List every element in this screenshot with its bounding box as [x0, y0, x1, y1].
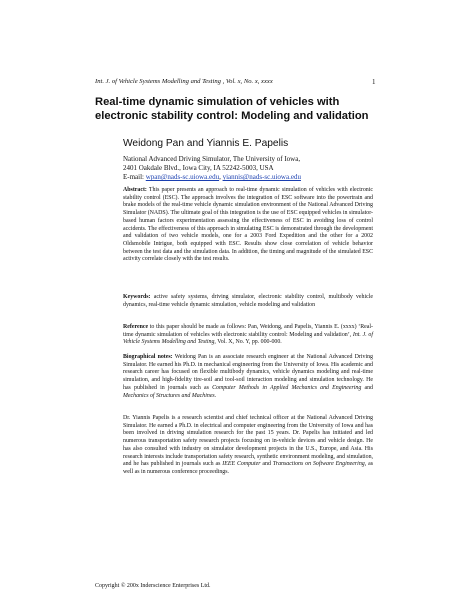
affiliation-line-1: National Advanced Driving Simulator, The University of Iowa,: [123, 155, 301, 163]
bio-papelis-journal-2: Transactions on Software Engineering: [272, 461, 365, 468]
author-names: Weidong Pan and Yiannis E. Papelis: [123, 138, 289, 149]
email-separator: ,: [219, 173, 223, 182]
paper-title: Real-time dynamic simulation of vehicles with electronic stability control: Modeling and validation: [95, 96, 369, 122]
reference-text: to this paper should be made as follows: Pan, Weidong, and Papelis, Yiannis E. (xxxx) ‘Real-time dynamic simulation of vehicles with electronic stability control: Modeling and validation’,: [123, 324, 373, 338]
bio-pan-journal-1: Computer Methods in Applied Mechanics and Engineering: [212, 384, 362, 391]
bio-pan-journal-2: Mechanics of Structures and Machines: [123, 392, 215, 399]
keywords-label: Keywords:: [123, 294, 151, 300]
abstract-paragraph: [123, 187, 373, 264]
bio-papelis-paragraph: [123, 415, 373, 477]
bio-papelis-journal-1: IEEE Computer: [222, 461, 261, 468]
keywords-paragraph: [123, 294, 373, 309]
reference-label: Reference: [123, 324, 149, 330]
reference-journal: Int. J. of Vehicle Systems Modelling and Testing: [123, 331, 373, 346]
email-link-papelis[interactable]: yiannis@nads-sc.uiowa.edu: [222, 173, 301, 182]
reference-volume: , Vol. X, No. Y, pp. 000-000.: [214, 339, 282, 346]
email-label: E-mail:: [123, 173, 146, 182]
email-line: [123, 173, 393, 182]
bio-pan-end: .: [214, 392, 217, 399]
bio-papelis-end: , as well as in numerous conference proceedings.: [123, 461, 373, 475]
bio-pan-and: and: [361, 384, 373, 391]
abstract-label: Abstract:: [123, 187, 147, 193]
bio-papelis-text: Dr. Yiannis Papelis is a research scientist and chief technical officer at the National Advanced Driving Simulator. He earned a Ph.D. in electrical and computer engineering from the University of Iowa and has been involved in driving simulation research for the past 15 years. Dr. Papelis has initiated and led numerous transportation safety research projects focusing on in-vehicle devices and vehicle design. He has also consulted with industry on simulator development projects in the U.S., Europe, and Asia. His research interests include transportation safety research, synthetic environment modeling, and simulation, and he has published in journals such as: [123, 415, 373, 468]
journal-header: Int. J. of Vehicle Systems Modelling and Testing , Vol. x, No. x, xxxx: [95, 78, 273, 85]
copyright-notice: Copyright © 200x Inderscience Enterprises Ltd.: [95, 583, 211, 589]
keywords-text: active safety systems, driving simulator, electronic stability control, multibody vehicle dynamics, real-time vehicle dynamic simulation, vehicle modeling and validation: [123, 294, 373, 308]
page-number: 1: [372, 78, 376, 86]
reference-paragraph: [123, 324, 373, 347]
affiliation-block: [123, 155, 393, 183]
bio-pan-text: Weidong Pan is an associate research engineer at the National Advanced Driving Simulator. He earned his Ph.D. in mechanical engineering from the University of Iowa. His academic and research career has focused on flexible multibody dynamics, vehicle dynamics modeling and real-time simulation, and high-fidelity tire-soil and tool-soil interaction modeling and simulation technology. He has published in journals such as: [123, 354, 373, 391]
bio-papelis-and: and: [260, 461, 273, 468]
email-link-pan[interactable]: wpan@nads-sc.uiowa.edu: [145, 173, 220, 182]
bio-pan-paragraph: [123, 354, 373, 400]
affiliation-line-2: 2401 Oakdale Blvd., Iowa City, IA 52242-5003, USA: [123, 164, 274, 173]
bio-label: Biographical notes:: [123, 354, 173, 360]
abstract-text: This paper presents an approach to real-time dynamic simulation of vehicles with electronic stability control (ESC). The approach involves the integration of ESC software into the powertrain and brake models of the real-time vehicle dynamic simulation environment of the National Advanced Driving Simulator (NADS). The ultimate goal of this integration is the use of ESC equipped vehicles in simulator-based human factors experimentation assessing the effectiveness of ESC in avoiding loss of control accidents. The effectiveness of this approach in simulating ESC is demonstrated through the development and validation of two vehicle models, one for a 2003 Ford Expedition and the other for a 2002 Oldsmobile Intrigue, both equipped with ESC. Results show close correlation of vehicle behavior between the test data and the simulation data. In addition, the timing and magnitude of the simulated ESC activity correlate closely with the test results.: [123, 187, 373, 263]
